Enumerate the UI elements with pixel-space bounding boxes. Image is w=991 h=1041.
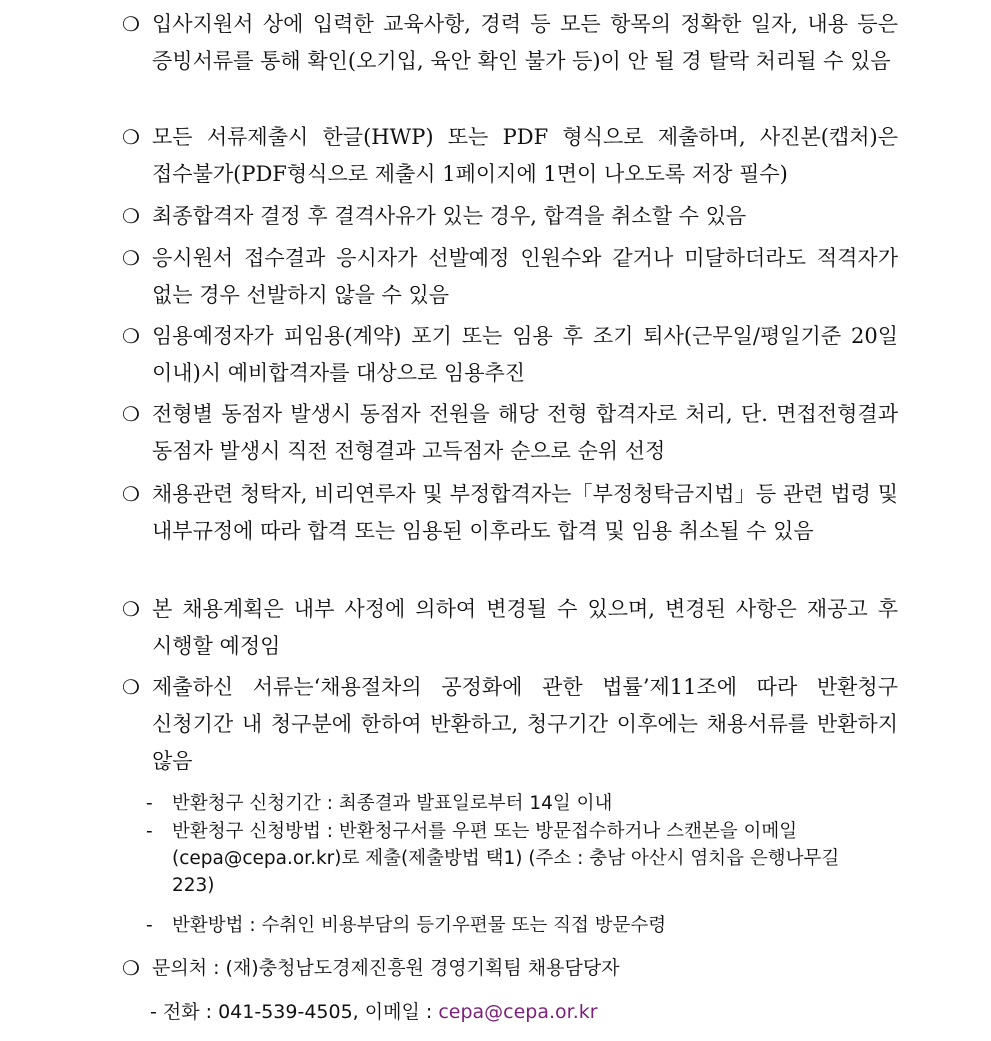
circle-bullet-icon: ❍ xyxy=(122,956,140,980)
circle-bullet-icon: ❍ xyxy=(122,597,140,621)
notice-item xyxy=(118,669,898,780)
notice-item-text: 입사지원서 상에 입력한 교육사항, 경력 등 모든 항목의 정확한 일자, 내용 등은 증빙서류를 통해 확인(오기입, 육안 확인 불가 등)이 안 될 경 탈락 처리될 수 있음 xyxy=(152,12,898,73)
notice-item-text: 제출하신 서류는‘채용절차의 공정화에 관한 법률’제11조에 따라 반환청구 신청기간 내 청구분에 한하여 반환하고, 청구기간 이후에는 채용서류를 반환하지 않음 xyxy=(152,675,898,773)
return-detail-method xyxy=(146,818,876,899)
circle-bullet-icon: ❍ xyxy=(122,482,140,506)
notice-item-text: 본 채용계획은 내부 사정에 의하여 변경될 수 있으며, 변경된 사항은 재공고 후 시행할 예정임 xyxy=(152,597,898,658)
notice-item xyxy=(118,318,898,392)
notice-item xyxy=(118,198,898,235)
circle-bullet-icon: ❍ xyxy=(122,12,140,36)
contact-phone-text: - 전화 : 041-539-4505, 이메일 : xyxy=(150,1001,439,1023)
return-detail-text: 반환청구 신청방법 : 반환청구서를 우편 또는 방문접수하거나 스캔본을 이메일(cepa@cepa.or.kr)로 제출(제출방법 택1) (주소 : 충남 아산시 염치읍 은행나무길 223) xyxy=(172,821,840,896)
dash-bullet: - xyxy=(146,915,153,936)
contact-item xyxy=(118,950,898,987)
circle-bullet-icon: ❍ xyxy=(122,402,140,426)
return-detail-period xyxy=(146,790,886,817)
notice-item xyxy=(118,591,898,665)
circle-bullet-icon: ❍ xyxy=(122,125,140,149)
circle-bullet-icon: ❍ xyxy=(122,204,140,228)
notice-item-text: 모든 서류제출시 한글(HWP) 또는 PDF 형식으로 제출하며, 사진본(캡처)은 접수불가(PDF형식으로 제출시 1페이지에 1면이 나오도록 저장 필수) xyxy=(152,125,898,186)
circle-bullet-icon: ❍ xyxy=(122,246,140,270)
notice-item-text: 전형별 동점자 발생시 동점자 전원을 해당 전형 합격자로 처리, 단. 면접전형결과 동점자 발생시 직전 전형결과 고득점자 순으로 순위 선정 xyxy=(152,402,898,463)
notice-item xyxy=(118,240,898,314)
contact-phone-line xyxy=(150,995,598,1029)
return-detail-way xyxy=(146,912,886,939)
circle-bullet-icon: ❍ xyxy=(122,324,140,348)
circle-bullet-icon: ❍ xyxy=(122,675,140,699)
notice-item xyxy=(118,476,898,550)
return-detail-text: 반환방법 : 수취인 비용부담의 등기우편물 또는 직접 방문수령 xyxy=(172,915,667,936)
contact-label: 문의처 : (재)충청남도경제진흥원 경영기획팀 채용담당자 xyxy=(152,957,620,979)
return-detail-text: 반환청구 신청기간 : 최종결과 발표일로부터 14일 이내 xyxy=(172,793,613,814)
dash-bullet: - xyxy=(146,793,153,814)
notice-item xyxy=(118,396,898,470)
notice-item xyxy=(118,6,898,80)
notice-item xyxy=(118,119,898,193)
notice-item-text: 응시원서 접수결과 응시자가 선발예정 인원수와 같거나 미달하더라도 적격자가 없는 경우 선발하지 않을 수 있음 xyxy=(152,246,898,307)
notice-item-text: 채용관련 청탁자, 비리연루자 및 부정합격자는「부정청탁금지법」등 관련 법령 및 내부규정에 따라 합격 또는 임용된 이후라도 합격 및 임용 취소될 수 있음 xyxy=(152,482,898,543)
contact-email-link[interactable]: cepa@cepa.or.kr xyxy=(438,1001,598,1023)
dash-bullet: - xyxy=(146,821,153,842)
notice-item-text: 임용예정자가 피임용(계약) 포기 또는 임용 후 조기 퇴사(근무일/평일기준 20일 이내)시 예비합격자를 대상으로 임용추진 xyxy=(152,324,898,385)
notice-item-text: 최종합격자 결정 후 결격사유가 있는 경우, 합격을 취소할 수 있음 xyxy=(152,204,747,228)
